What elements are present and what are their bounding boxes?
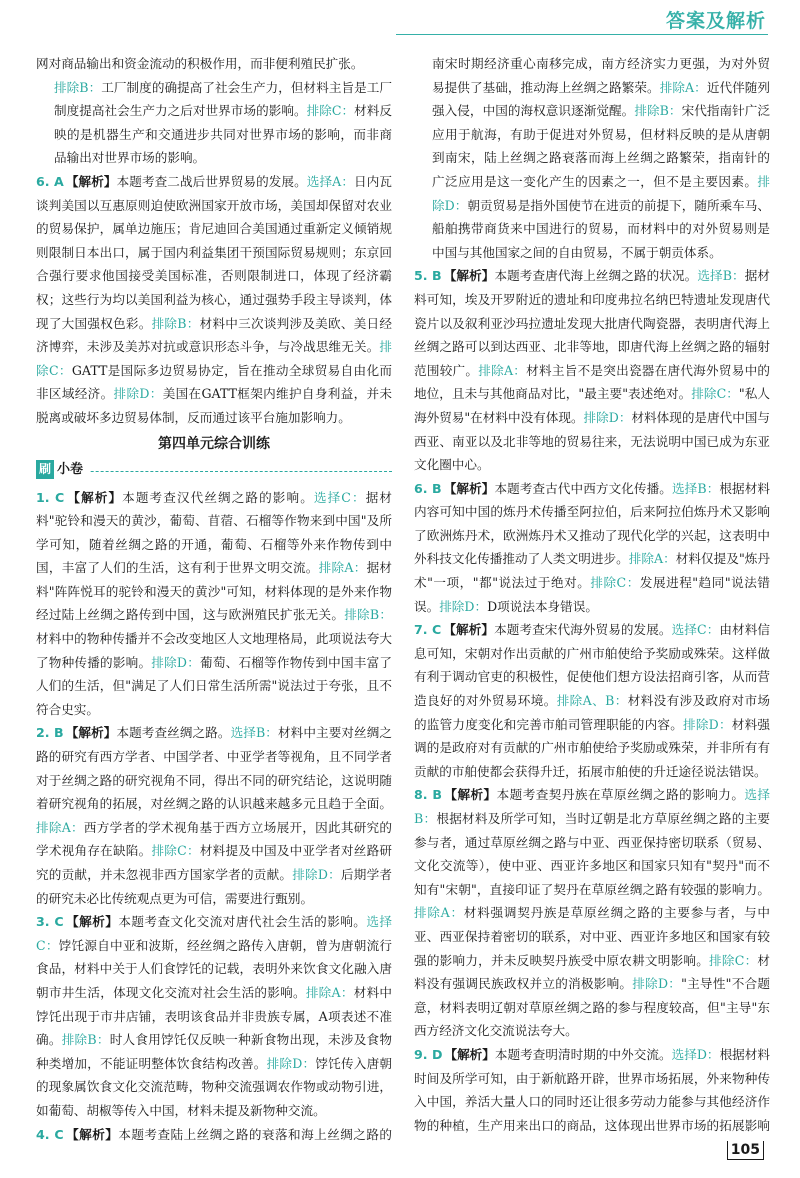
- header-title: 答案及解析: [665, 10, 766, 32]
- left-column: [36, 52, 392, 1142]
- answer-item-4: 4. C 【解析】本题考查陆上丝绸之路的衰落和海上丝绸之路的: [36, 1126, 392, 1142]
- answer-item-3: 3. C 【解析】本题考查文化交流对唐代社会生活的影响。选择C：饽饦源自中亚和波斯，经丝绸之路传入唐朝，曾为唐朝流行食品，材料中关于人们食饽饦的记载，表明外来饮食文化融入唐朝市井生活，体现文化交流对社会生活的影响。排除A：材料中饽饦出现于市井店铺，表明该食品并非贵族专属，A项表述不准确。排除B：时人食用饽饦仅反映一种新食物出现，未涉及食物种类增加，不能证明整体饮食结构改善。排除D：饽饦传入唐朝的现象属饮食文化交流范畴，物种交流强调农作物或动物引进，如葡萄、胡椒等传入中国，材料未提及新物种交流。: [36, 914, 392, 1118]
- continued-text-top: 网对商品输出和资金流动的积极作用，而非便利殖民扩张。: [36, 56, 364, 71]
- section-title: 第四单元综合训练: [158, 435, 270, 452]
- brush-badge: 刷: [36, 460, 54, 479]
- answer-item-5: 5. B 【解析】本题考查唐代海上丝绸之路的状况。选择B：据材料可知，埃及开罗附近的遗址和印度弗拉名纳巴特遗址发现唐代瓷片以及叙利亚沙玛拉遗址发现大批唐代陶瓷器，表明唐代海上丝绸之路可以到达西亚、北非等地，即唐代海上丝绸之路的辐射范围较广。排除A：材料主旨不是突出瓷器在唐代海外贸易中的地位，且未与其他商品对比，"最主要"表述绝对。排除C："私人海外贸易"在材料中没有体现。排除D：材料体现的是唐代中国与西亚、南亚以及北非等地的贸易往来，无法说明中国已成为东亚文化圈中心。: [414, 268, 770, 473]
- right-column: [414, 52, 770, 1142]
- page-number: 105: [727, 1141, 764, 1160]
- answer-item-2: 2. B 【解析】本题考查丝绸之路。选择B：材料中主要对丝绸之路的研究有西方学者、中国学者、中亚学者等视角，且不同学者对于丝绸之路的研究视角不同，得出不同的研究结论，这说明随着研究视角的拓展，对丝绸之路的认识越来越多元且趋于全面。排除A：西方学者的学术视角基于西方立场展开，因此其研究的学术视角存在缺陷。排除C：材料提及中国及中亚学者对丝路研究的贡献，并未忽视非西方国家学者的贡献。排除D：后期学者的研究未必比传统观点更为可信，需要进行甄别。: [36, 725, 392, 906]
- practice-subheading: [36, 460, 392, 482]
- answer-item-6b: 6. B 【解析】本题考查古代中西方文化传播。选择B：根据材料内容可知中国的炼丹术传播至阿拉伯，后来阿拉伯炼丹术又影响了欧洲炼丹术，欧洲炼丹术又推动了现代化学的兴起，这表明中外科技文化传播推动了人类文明进步。排除A：材料仅提及"炼丹术"一项，"都"说法过于绝对。排除C：发展进程"趋同"说法错误。排除D：D项说法本身错误。: [414, 480, 770, 614]
- continued-text-q4: 南宋时期经济重心南移完成，南方经济实力更强，为对外贸易提供了基础，推动海上丝绸之路繁荣。排除A：近代伴随列强入侵，中国的海权意识逐渐觉醒。排除B：宋代指南针广泛应用于航海，有助于促进对外贸易，但材料反映的是从唐朝到南宋，陆上丝绸之路衰落而海上丝绸之路繁荣，指南针的广泛应用是这一变化产生的因素之一，但不是主要因素。排除D：朝贡贸易是指外国使节在进贡的前提下，随所乘车马、船舶携带商货来中国进行的贸易，而材料中的对外贸易则是中国与其他国家之间的自由贸易，不属于朝贡体系。: [432, 56, 770, 260]
- answer-item-9: 9. D 【解析】本题考查明清时期的中外交流。选择D：根据材料时间及所学可知，由于新航路开辟，世界市场拓展，外来物种传入中国，养活大量人口的同时还让很多劳动力能参与其他经济作物的种植，生产用来出口的商品，这体现出世界市场的拓展影响: [414, 1046, 770, 1133]
- answer-item-7: 7. C 【解析】本题考查宋代海外贸易的发展。选择C：由材料信息可知，宋朝对作出贡献的广州市舶使给予奖励或殊荣。这样做有利于调动官吏的积极性，促使他们想方设法招商引客，从而营造良好的对外贸易环境。排除A、B：材料没有涉及政府对市场的监管力度变化和完善市舶司管理职能的内容。排除D：材料强调的是政府对有贡献的广州市舶使给予奖励或殊荣，并非所有有贡献的市舶使都会获得升迁，拓展市舶使的升迁途径说法错误。: [414, 622, 770, 779]
- dashed-divider: [36, 471, 392, 472]
- continued-text-options: 排除B：工厂制度的确提高了社会生产力，但材料主旨是工厂制度提高社会生产力之后对世界市场的影响。排除C：材料反映的是机器生产和交通进步共同对世界市场的影响，而非商品输出对世界市场的影响。: [54, 79, 392, 166]
- header-divider: [396, 34, 768, 35]
- answer-item-1: 1. C 【解析】本题考查汉代丝绸之路的影响。选择C：据材料"驼铃和漫天的黄沙，葡萄、苜蓿、石榴等作物来到中国"及所学可知，随着丝绸之路的开通，葡萄、石榴等外来作物传到中国，丰富了人们的生活，这有利于世界文明交流。排除A：据材料"阵阵悦耳的驼铃和漫天的黄沙"可知，材料体现的是外来作物经过陆上丝绸之路传到中国，这与欧洲殖民扩张无关。排除B：材料中的物种传播并不会改变地区人文地理格局，此项说法夸大了物种传播的影响。排除D：葡萄、石榴等作物传到中国丰富了人们的生活，但"满足了人们日常生活所需"说法过于夸张，且不符合史实。: [36, 489, 392, 717]
- answer-item-8: 8. B 【解析】本题考查契丹族在草原丝绸之路的影响力。选择B：根据材料及所学可知，当时辽朝是北方草原丝绸之路的主要参与者，通过草原丝绸之路与中亚、西亚保持密切联系（贸易、文化交流等），使中亚、西亚许多地区和国家只知有"契丹"而不知有"宋朝"，直接印证了契丹在草原丝绸之路有较强的影响力。排除A：材料强调契丹族是草原丝绸之路的主要参与者，与中亚、西亚保持着密切的联系，对中亚、西亚许多地区和国家有较强的影响力，并未反映契丹族受中原农耕文明影响。排除C：材料没有强调民族政权并立的消极影响。排除D："主导性"不合题意，材料表明辽朝对草原丝绸之路的参与程度较高，但"主导"东西方经济文化交流说法夸大。: [414, 787, 770, 1039]
- subheading-label: 小卷: [57, 461, 84, 477]
- answer-item-6: 6. A 【解析】本题考查二战后世界贸易的发展。选择A：日内瓦谈判美国以互惠原则迫使欧洲国家开放市场，美国却保留对农业的贸易保护，属单边施压；肯尼迪回合美国通过重新定义倾销规则限制日本出口，属于国内利益集团干预国际贸易规则；东京回合强行要求他国接受美国标准，否则限制进口，体现了经济霸权；这些行为均以美国利益为核心，通过强势手段主导谈判，体现了大国强权色彩。排除B：材料中三次谈判涉及美欧、美日经济博弈，未涉及美苏对抗或意识形态斗争，与冷战思维无关。排除C：GATT是国际多边贸易协定，旨在推动全球贸易自由化而非区域经济。排除D：美国在GATT框架内维护自身利益，并未脱离或破坏多边贸易体制，反而通过该平台施加影响力。: [36, 173, 392, 425]
